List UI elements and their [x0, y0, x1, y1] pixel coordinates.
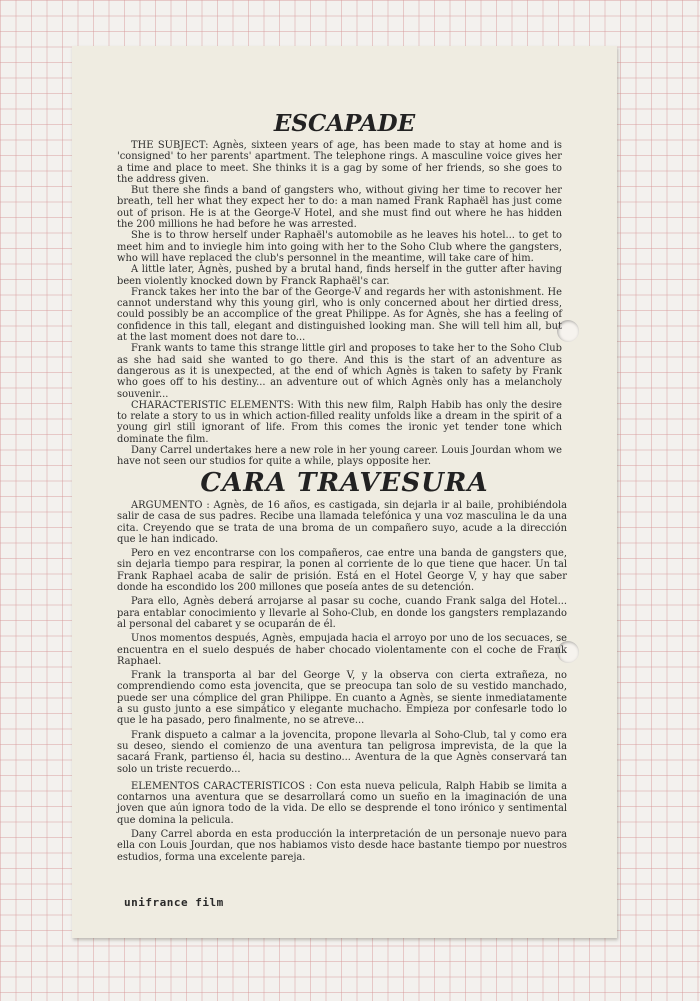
- paragraph: She is to throw herself under Raphaël's automobile as he leaves his hotel... to get to meet him and to inviegle him into going with her to the Soho Club where the gangsters, who will have replaced the club's personnel in the meantime, will take care of him.: [117, 230, 562, 264]
- publisher-footer: unifrance film: [124, 896, 224, 909]
- paragraph: Frank dispueto a calmar a la jovencita, propone llevarla al Soho-Club, tal y como era su deseo, siendo el comienzo de una aventura tan peligrosa imprevista, de la que la sacará Frank, partienso él, hacia su destino... Aventura de la que Agnès conservará tan solo un triste recuerdo...: [117, 729, 567, 775]
- paragraph: Frank wants to tame this strange little girl and proposes to take her to the Soho Club as she had said she wanted to go there. And this is the start of an adventure as dangerous as it is unexpected, at the end of which Agnès is taken to safety by Frank who goes off to his destiny... an adventure out of which Agnès only has a melancholy souvenir...: [117, 343, 562, 400]
- paragraph: Unos momentos después, Agnès, empujada hacia el arroyo por uno de los secuaces, se encuentra en el suelo después de haber chocado violentamente con el coche de Frank Raphael.: [117, 633, 567, 667]
- paragraph: Dany Carrel undertakes here a new role in her young career. Louis Jourdan whom we have not seen our studios for quite a while, plays opposite her.: [117, 445, 562, 468]
- paragraph: Dany Carrel aborda en esta producción la interpretación de un personaje nuevo para ella con Louis Jourdan, que nos habiamos visto desde hace bastante tiempo por nuestros estudios, forma una excelente pareja.: [117, 829, 567, 863]
- spanish-body: [117, 500, 567, 866]
- paragraph: A little later, Agnès, pushed by a brutal hand, finds herself in the gutter after having been violently knocked down by Franck Raphaël's car.: [117, 264, 562, 287]
- paragraph: CHARACTERISTIC ELEMENTS: With this new film, Ralph Habib has only the desire to relate a story to us in which action-filled reality unfolds like a dream in the spirit of a young girl still ignorant of life. From this comes the ironic yet tender tone which dominate the film.: [117, 399, 562, 445]
- paragraph: ELEMENTOS CARACTERISTICOS : Con esta nueva pelicula, Ralph Habib se limita a contarnos una aventura que se desarrollará como un sueño en la imaginación de una joven que aún ignora todo de la vida. De ello se desprende el tono irónico y sentimental que domina la pelicula.: [117, 780, 567, 826]
- english-title: ESCAPADE: [273, 110, 416, 137]
- paragraph: Franck takes her into the bar of the George-V and regards her with astonishment. He cannot understand why this young girl, who is only concerned about her dirtied dress, could possibly be an accomplice of the great Philippe. As for Agnès, she has a feeling of confidence in this tall, elegant and distinguished looking man. She will tell him all, but at the last moment does not dare to...: [117, 286, 562, 344]
- paragraph: Frank la transporta al bar del George V, y la observa con cierta extrañeza, no comprendiendo como esta jovencita, que se preocupa tan solo de su vestido manchado, puede ser una cómplice del gran Philippe. En cuanto a Agnès, se siente inmediatamente a su gusto junto a ese simpático y elegante muchacho. Empieza por confesarle todo lo que le ha pasado, pero finalmente, no se atreve...: [117, 670, 567, 727]
- document-sheet: [72, 46, 617, 938]
- paragraph: THE SUBJECT: Agnès, sixteen years of age, has been made to stay at home and is 'consigned' to her parents' apartment. The telephone rings. A masculine voice gives her a time and place to meet. She thinks it is a gag by some of her friends, so she goes to the address given.: [117, 140, 562, 185]
- english-body: [117, 140, 562, 468]
- spanish-title: CARA TRAVESURA: [200, 468, 489, 498]
- paragraph: ARGUMENTO : Agnès, de 16 años, es castigada, sin dejarla ir al baile, prohibiéndola salir de casa de sus padres. Recibe una llamada telefónica y una voz masculina le da una cita. Creyendo que se trata de una broma de un compañero suyo, acude a la dirección que le han indicado.: [117, 500, 567, 545]
- paragraph: But there she finds a band of gangsters who, without giving her time to recover her breath, tell her what they expect her to do: a man named Frank Raphaël has just come out of prison. He is at the George-V Hotel, and she must find out where he has hidden the 200 millions he had before he was arrested.: [117, 185, 562, 231]
- paragraph: Para ello, Agnès deberá arrojarse al pasar su coche, cuando Frank salga del Hotel... para entablar conocimiento y llevarle al Soho-Club, en donde los gangsters remplazando al personal del cabaret y se ocuparán de él.: [117, 596, 567, 630]
- paragraph: Pero en vez encontrarse con los compañeros, cae entre una banda de gangsters que, sin dejarla tiempo para respirar, la ponen al corriente de lo que tiene que hacer. Un tal Frank Raphael acaba de salir de prisión. Está en el Hotel George V, y hay que saber donde ha escondido los 200 millones que poseía antes de su detención.: [117, 548, 567, 594]
